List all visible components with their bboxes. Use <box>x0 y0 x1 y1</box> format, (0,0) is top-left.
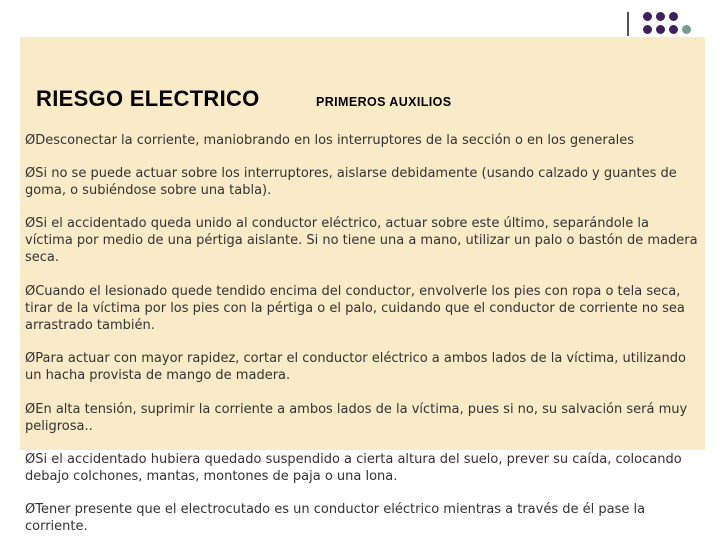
logo-dot <box>656 12 665 21</box>
bullet-arrow-icon: Ø <box>25 452 36 467</box>
bullet-arrow-icon: Ø <box>25 216 36 231</box>
corner-divider-line <box>627 12 629 36</box>
bullet-arrow-icon: Ø <box>25 133 36 148</box>
logo-dot <box>656 25 665 34</box>
logo-dot <box>643 12 652 21</box>
bullet-item <box>25 132 700 149</box>
slide-title: RIESGO ELECTRICO <box>36 86 260 111</box>
bullet-item <box>25 283 700 334</box>
logo-dot <box>643 25 652 34</box>
bullet-text: En alta tensión, suprimir la corriente a ambos lados de la víctima, pues si no, su salvación será muy peligrosa.. <box>25 402 688 434</box>
bullet-item <box>25 401 700 435</box>
bullet-text: Si no se puede actuar sobre los interruptores, aislarse debidamente (usando calzado y guantes de goma, o subiéndose sobre una tabla). <box>25 166 677 198</box>
bullet-text: Si el accidentado hubiera quedado suspendido a cierta altura del suelo, prever su caída, colocando debajo colchones, mantas, montones de paja o una lona. <box>25 452 682 484</box>
bullet-text: Desconectar la corriente, maniobrando en los interruptores de la sección o en los generales <box>35 133 635 148</box>
bullet-item <box>25 165 700 199</box>
logo-dot <box>682 25 691 34</box>
bullet-item <box>25 350 700 384</box>
logo-dot <box>669 25 678 34</box>
corner-dots-logo <box>640 12 700 38</box>
bullet-text: Para actuar con mayor rapidez, cortar el conductor eléctrico a ambos lados de la víctima, utilizando un hacha provista de mango de madera. <box>25 351 686 383</box>
bullet-arrow-icon: Ø <box>25 166 36 181</box>
bullet-text: Si el accidentado queda unido al conductor eléctrico, actuar sobre este último, separándole la víctima por medio de una pértiga aislante. Si no tiene una a mano, utilizar un palo o bastón de madera seca. <box>25 216 698 265</box>
logo-dot <box>669 12 678 21</box>
bullet-text: Tener presente que el electrocutado es un conductor eléctrico mientras a través de él pase la corriente. <box>25 502 646 534</box>
slide-subtitle: PRIMEROS AUXILIOS <box>316 95 452 109</box>
bullet-text: Cuando el lesionado quede tendido encima del conductor, envolverle los pies con ropa o tela seca, tirar de la víctima por los pies con la pértiga o el palo, cuidando que el conductor de corriente no sea arrastrado también. <box>25 284 685 333</box>
bullet-item <box>25 215 700 266</box>
bullet-arrow-icon: Ø <box>25 402 36 417</box>
bullet-arrow-icon: Ø <box>25 351 36 366</box>
bullet-item <box>25 451 700 485</box>
bullet-item <box>25 501 700 535</box>
bullet-arrow-icon: Ø <box>25 502 36 517</box>
bullet-arrow-icon: Ø <box>25 284 36 299</box>
